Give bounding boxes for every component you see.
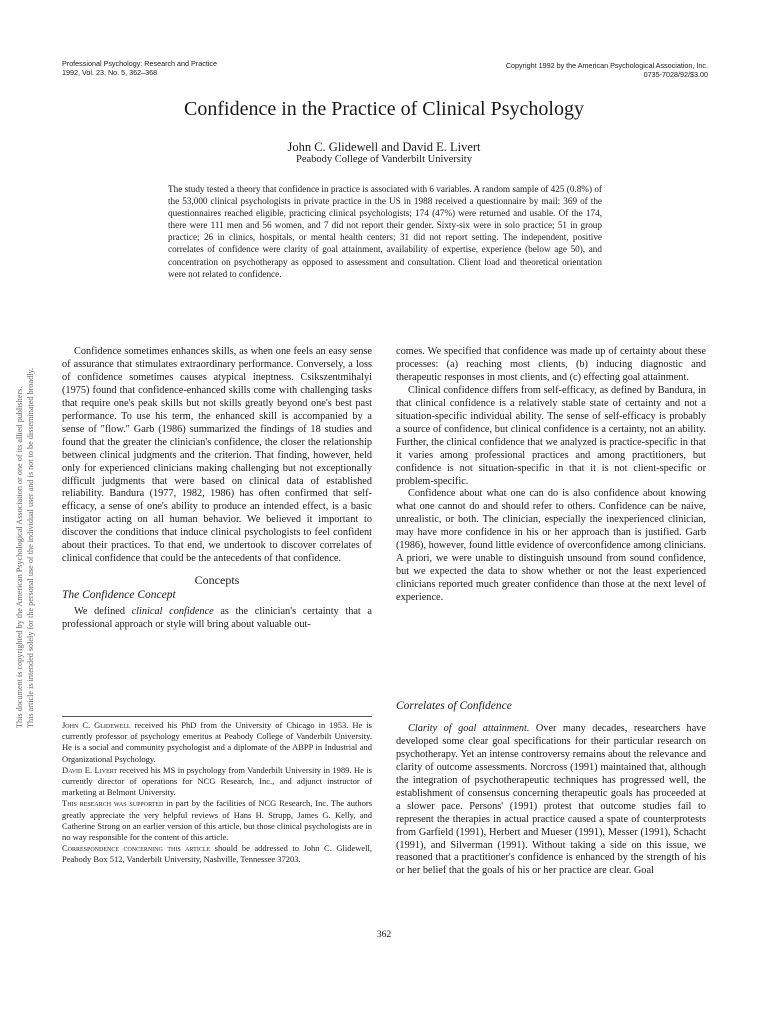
footnote-text: in part by the facilities of NCG Research, Inc. The authors greatly appreciate the very helpful reviews of Hans H. Strupp, James G. Kelly, and Catherine Strong on an earlier version of this article, but those clinical psychologists are in no way responsible for the content of this article. <box>62 798 372 843</box>
footnote-livert <box>62 765 372 799</box>
page-number: 362 <box>376 930 392 940</box>
author-affiliation: Peabody College of Vanderbilt University <box>296 154 472 165</box>
continued-paragraph: comes. We specified that confidence was made up of certainty about these processes: (a) reaching most clients, (b) inducing diagnostic and therapeutic responses in most clients, and (c) effecting goal attainment. <box>396 346 706 383</box>
goal-clarity-paragraph <box>396 723 706 878</box>
goal-clarity-lead: Clarity of goal attainment. <box>408 722 530 734</box>
footnote-name: David E. Livert <box>62 764 118 775</box>
subsection-heading-correlates: Correlates of Confidence <box>396 700 512 712</box>
footnote-text: should be addressed to John C. Glidewell, Peabody Box 512, Vanderbilt University, Nashville, Tennessee 37203. <box>62 843 372 865</box>
naive-confidence-paragraph: Confidence about what one can do is also confidence about knowing what one cannot do and should refer to others. Confidence can be naive, unrealistic, or both. The clinician, especially the inexperienced clinician, may have more confidence in his or her approach than is justified. Garb (1986), however, found little evidence of overconfidence among clinicians. A priori, we were unable to distinguish unsound from sound confidence, but we expected the data to show whether or not the least experienced clinicians reported much greater confidence than those at the next level of experience. <box>396 488 706 604</box>
definition-term: clinical confidence <box>131 606 214 618</box>
footnote-correspondence <box>62 843 372 865</box>
journal-header <box>62 60 217 77</box>
copyright-notice: Copyright 1992 by the American Psychological Association, Inc. <box>505 61 708 70</box>
abstract: The study tested a theory that confidence in practice is associated with 6 variables. A random sample of 425 (0.8%) of the 53,000 clinical psychologists in private practice in the US in 1988 received a questionnaire by mail: 369 of the questionnaires reached eligible, practicing clinical psychologists; 174 (47%) were returned and usable. Of the 174, there were 111 men and 56 women, and 7 did not report their gender. Sixty-six were in solo practice; 51 in group practice; 26 in clinics, hospitals, or mental health centers; 31 did not report setting. The independent, positive correlates of confidence were clarity of goal attainment, availability of expertise, experience (below age 50), and concentration on psychotherapy as opposed to assessment and consultation. Client load and theoretical orientation were not related to confidence. <box>168 184 602 279</box>
section-heading-concepts: Concepts <box>194 573 240 588</box>
footnote-lead: This research was supported <box>62 798 164 809</box>
article-authors: John C. Glidewell and David E. Livert <box>287 140 481 154</box>
footnote-support <box>62 798 372 843</box>
subsection-heading-confidence-concept: The Confidence Concept <box>62 589 176 602</box>
footnote-rule <box>62 716 372 717</box>
footnote-lead: Correspondence concerning this article <box>62 843 211 854</box>
footnote-text: received his PhD from the University of Chicago in 1953. He is currently professor of psychology emeritus at Peabody College of Vanderbilt University. He is a social and community psychologist and a diplomate of the ABPP in Industrial and Organizational Psychology. <box>62 720 372 764</box>
self-efficacy-paragraph: Clinical confidence differs from self-efficacy, as defined by Bandura, in that clinical confidence is a relatively stable state of certainty and not a situation-specific individual ability. The sense of self-efficacy is probably a source of confidence, but clinical confidence is a certainty, not an ability. Further, the clinical confidence that we analyzed is practice-specific in that it varies among professional practices and among practitioners, but confidence is not situation-specific in that it is not client-specific or problem-specific. <box>396 384 706 487</box>
copyright-sidebar <box>15 368 36 728</box>
author-footnotes <box>62 716 372 866</box>
left-column <box>62 346 372 632</box>
sidebar-line-1: This document is copyrighted by the American Psychological Association or one of its allied publishers. <box>15 386 24 728</box>
article-title: Confidence in the Practice of Clinical Psychology <box>184 98 584 120</box>
goal-clarity-text: Over many decades, researchers have developed some clear goal specifications for their particular research on psychotherapy. Yet an intense controversy remains about the relevance and clarity of outcome assessments. Norcross (1991) maintained that, although the integration of psychotherapeutic techniques has progressed well, the establishment of consensus concerning therapeutic goals has proceeded at a slower pace. Persons' (1991) protest that outcome studies fail to represent the therapies in actual practice caused a spate of counterprotests from Garfield (1991), Herbert and Mueser (1991), Messer (1991), Schacht (1991), and Silverman (1991). Without taking a side on this issue, we reasoned that a practitioner's confidence is enhanced by the strength of his or her belief that the goals of his or her practice are clear. Goal <box>396 722 706 877</box>
journal-name: Professional Psychology: Research and Practice <box>62 59 218 68</box>
footnote-glidewell <box>62 720 372 765</box>
definition-paragraph <box>62 606 372 632</box>
copyright-header <box>506 62 708 79</box>
issn-code: 0735-7028/92/$3.00 <box>643 69 708 79</box>
right-column-bottom <box>396 698 706 878</box>
journal-volume: 1992, Vol. 23, No. 5, 362–368 <box>62 67 158 77</box>
definition-post: as the clinician's certainty that a professional approach or style will bring about valuable out- <box>62 606 372 631</box>
right-column-top <box>396 346 706 605</box>
footnote-name: John C. Glidewell <box>62 720 131 730</box>
sidebar-line-2: This article is intended solely for the personal use of the individual user and is not to be disseminated broadly. <box>25 367 35 728</box>
intro-paragraph: Confidence sometimes enhances skills, as when one feels an easy sense of assurance that stimulates extraordinary performance. Conversely, a loss of confidence sometimes causes atypical ineptness. Csikszentmihalyi (1975) found that confidence-enhanced skills come with challenging tasks that require one's peak skills but not skills greatly beyond one's best past performance. To use his term, the enhanced skill is accompanied by a sense of "flow." Garb (1986) summarized the findings of 18 studies and found that the greater the clinician's confidence, the closer the relationship between clinical judgments and the criterion. That finding, however, held only for experienced clinicians making challenging but not exceptionally difficult judgments that were based on clinical data of established reliability. Bandura (1977, 1982, 1986) has often confirmed that self-efficacy, a sense of one's ability to produce an intended effect, is a basic instigator acting on all human behavior. We believed it important to discover the conditions that induce clinical psychologists to feel confident about their practices. To that end, we undertook to discover correlates of clinical confidence that could be the antecedents of that confidence. <box>62 346 372 565</box>
footnote-text: received his MS in psychology from Vanderbilt University in 1989. He is currently director of operations for NCG Research, Inc., and adjunct instructor of marketing at Belmont University. <box>62 764 372 798</box>
definition-pre: We defined <box>74 606 132 618</box>
